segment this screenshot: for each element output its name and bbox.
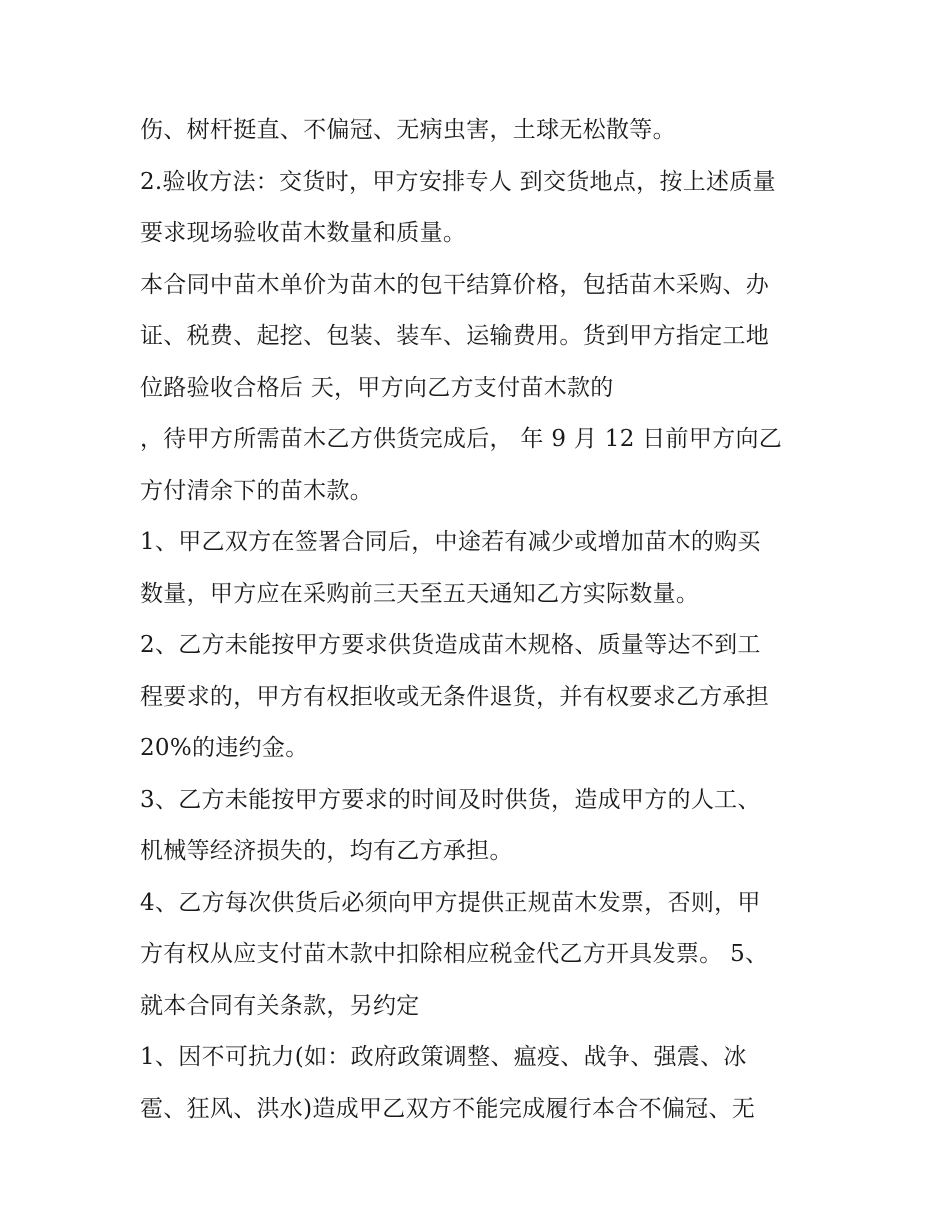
text-line: 2、乙方未能按甲方要求供货造成苗木规格、质量等达不到工 bbox=[140, 632, 761, 658]
text-line: 方有权从应支付苗木款中扣除相应税金代乙方开具发票。 5、 bbox=[140, 941, 769, 967]
text-line: 20%的违约金。 bbox=[140, 735, 309, 761]
text-line: 位路验收合格后 天，甲方向乙方支付苗木款的 bbox=[140, 374, 614, 401]
text-line: 伤、树杆挺直、不偏冠、无病虫害，土球无松散等。 bbox=[140, 117, 676, 143]
text-line: 1、甲乙双方在签署合同后，中途若有减少或增加苗木的购买 bbox=[140, 529, 761, 555]
text-line: 方付清余下的苗木款。 bbox=[140, 477, 373, 504]
text-line: 雹、狂风、洪水)造成甲乙双方不能完成履行本合不偏冠、无 bbox=[140, 1095, 756, 1122]
text-line: 要求现场验收苗木数量和质量。 bbox=[140, 220, 467, 246]
text-line: ，待甲方所需苗木乙方供货完成后， 年 9 月 12 日前甲方向乙 bbox=[140, 426, 783, 452]
text-line: 1、因不可抗力(如：政府政策调整、瘟疫、战争、强震、冰 bbox=[140, 1044, 747, 1070]
text-line: 数量，甲方应在采购前三天至五天通知乙方实际数量。 bbox=[140, 580, 700, 607]
text-line: 就本合同有关条款，另约定 bbox=[140, 992, 420, 1019]
text-line: 4、乙方每次供货后必须向甲方提供正规苗木发票，否则，甲 bbox=[140, 889, 761, 916]
contract-text-body bbox=[140, 105, 830, 1135]
text-line: 3、乙方未能按甲方要求的时间及时供货，造成甲方的人工、 bbox=[140, 786, 761, 813]
text-line: 机械等经济损失的，均有乙方承担。 bbox=[140, 838, 513, 864]
text-line: 证、税费、起挖、包装、装车、运输费用。货到甲方指定工地 bbox=[140, 323, 770, 349]
text-line: 本合同中苗木单价为苗木的包干结算价格，包括苗木采购、办 bbox=[140, 271, 770, 298]
text-line: 2.验收方法：交货时，甲方安排专人 到交货地点，按上述质量 bbox=[140, 168, 776, 195]
text-line: 程要求的，甲方有权拒收或无条件退货，并有权要求乙方承担 bbox=[140, 683, 770, 710]
